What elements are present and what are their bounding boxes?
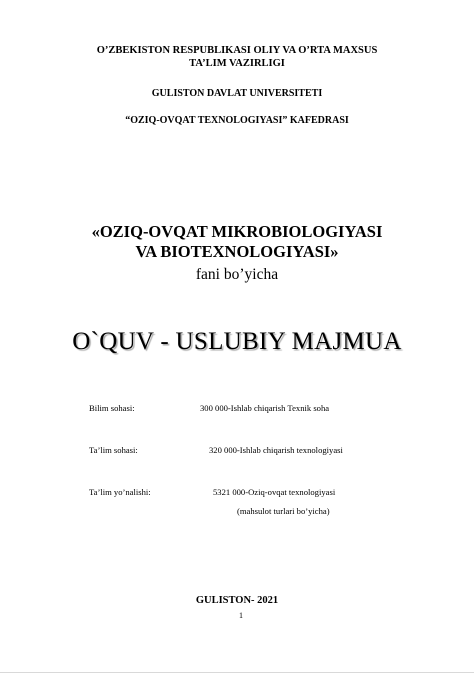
direction-label: Ta’lim yo’nalishi: xyxy=(89,487,151,497)
direction-note: (mahsulot turlari bo’yicha) xyxy=(237,506,330,516)
field-label: Bilim sohasi: xyxy=(89,403,135,413)
ministry-line-1: O’ZBEKISTON RESPUBLIKASI OLIY VA O’RTA MAXSUS xyxy=(96,45,378,56)
university-name: GULISTON DAVLAT UNIVERSITETI xyxy=(151,88,323,99)
area-value: 320 000-Ishlab chiqarish texnologiyasi xyxy=(209,445,343,455)
page-number: 1 xyxy=(239,611,243,620)
ministry-line-2: TA’LIM VAZIRLIGI xyxy=(189,58,285,69)
area-label: Ta’lim sohasi: xyxy=(89,445,138,455)
department-name: “OZIQ-OVQAT TEXNOLOGIYASI” KAFEDRASI xyxy=(125,115,349,126)
direction-value: 5321 000-Oziq-ovqat texnologiyasi xyxy=(213,487,336,497)
field-value: 300 000-Ishlab chiqarish Texnik soha xyxy=(200,403,330,413)
course-title-line-1: «OZIQ-OVQAT MIKROBIOLOGIYASI xyxy=(91,222,383,241)
course-title-line-2: VA BIOTEXNOLOGIYASI» xyxy=(135,242,339,261)
document-type-heading: O`QUV - USLUBIY MAJMUA xyxy=(72,328,402,355)
city-year: GULISTON- 2021 xyxy=(195,595,279,606)
course-subtitle: fani bo’yicha xyxy=(195,266,279,283)
